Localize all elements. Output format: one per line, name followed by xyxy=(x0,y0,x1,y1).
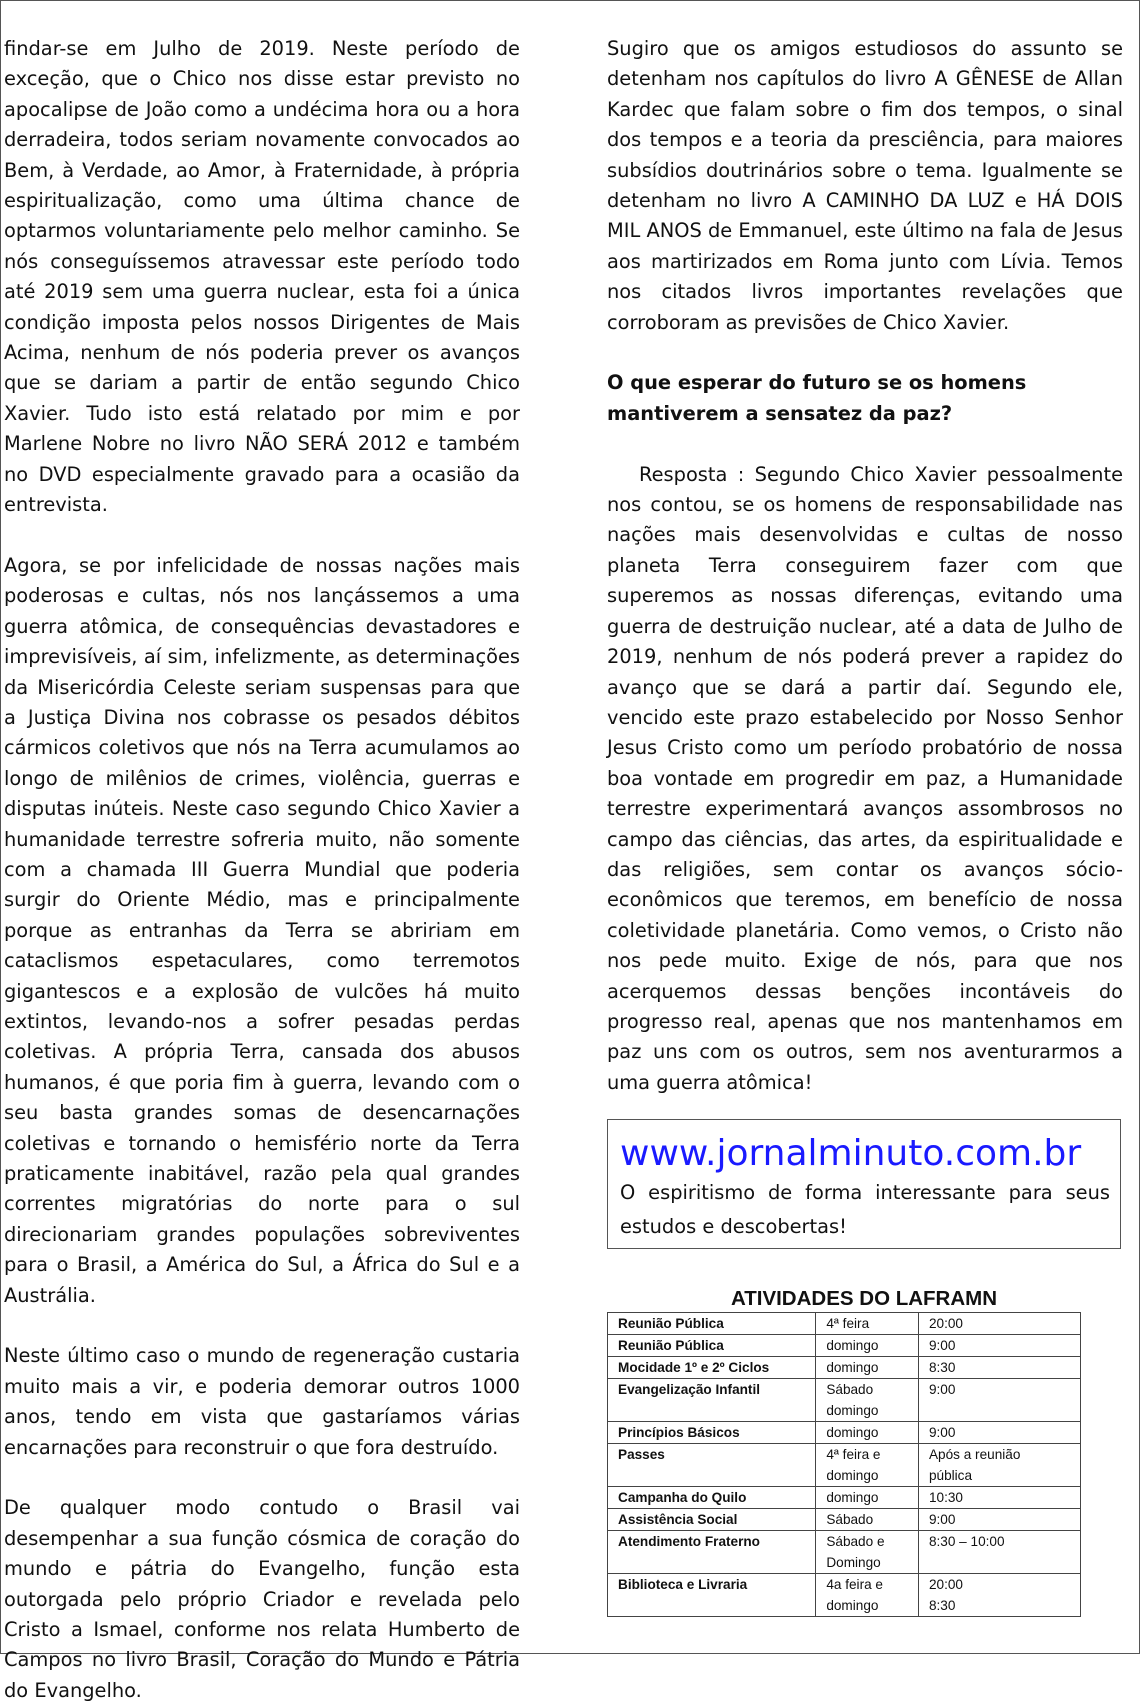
activity-time-cell: Após a reunião pública xyxy=(918,1444,1080,1487)
activity-day-cell: Sábado e Domingo xyxy=(816,1531,919,1574)
activity-time-cell: 9:00 xyxy=(918,1422,1080,1444)
website-link[interactable]: www.jornalminuto.com.br xyxy=(620,1133,1082,1174)
website-promo-box xyxy=(607,1119,1121,1249)
activity-name-cell: Reunião Pública xyxy=(608,1335,816,1357)
activity-day-cell: domingo xyxy=(816,1487,919,1509)
activity-time-cell: 20:00 8:30 xyxy=(918,1574,1080,1617)
right-column xyxy=(607,34,1123,1098)
activity-name-cell: Princípios Básicos xyxy=(608,1422,816,1444)
activities-table xyxy=(607,1312,1081,1617)
activity-name-cell: Reunião Pública xyxy=(608,1313,816,1335)
activity-day-cell: 4ª feira xyxy=(816,1313,919,1335)
article-paragraph: Agora, se por infelicidade de nossas nações mais poderosas e cultas, nós nos lançássemos a uma guerra atômica, de consequências devastadores e imprevisíveis, aí sim, infelizmente, as determinações da Misericórdia Celeste seriam suspensas para que a Justiça Divina nos cobrasse os pesados débitos cármicos coletivos que nós na Terra acumulamos ao longo de milênios de crimes, violência, guerras e disputas inúteis. Neste caso segundo Chico Xavier a humanidade terrestre sofreria muito, não somente com a chamada III Guerra Mundial que poderia surgir do Oriente Médio, mas e principalmente porque as entranhas da Terra se abririam em cataclismos espetaculares, como terremotos gigantescos e a explosão de vulcões há muito extintos, levando-nos a sofrer pesadas perdas coletivas. A própria Terra, cansada dos abusos humanos, é que poria fim à guerra, levando com o seu basta grandes somas de desencarnações coletivas e tornando o hemisfério norte da Terra praticamente inabitável, razão pela qual grandes correntes migratórias do norte para o sul direcionariam grandes populações sobreviventes para o Brasil, a América do Sul, a África do Sul e a Austrália. xyxy=(4,553,520,1307)
activity-day-cell: 4ª feira e domingo xyxy=(816,1444,919,1487)
activity-time-cell: 9:00 xyxy=(918,1335,1080,1357)
article-paragraph: De qualquer modo contudo o Brasil vai desempenhar a sua função cósmica de coração do mundo e pátria do Evangelho, função esta outorgada pelo próprio Criador e revelada pelo Cristo a Ismael, conforme nos relata Humberto de Campos no livro Brasil, Coração do Mundo e Pátria do Evangelho. xyxy=(4,1496,520,1702)
promo-tagline: O espiritismo de forma interessante para seus estudos e descobertas! xyxy=(620,1181,1110,1238)
activity-name-cell: Evangelização Infantil xyxy=(608,1379,816,1422)
table-row xyxy=(608,1313,1081,1335)
activity-name-cell: Mocidade 1º e 2º Ciclos xyxy=(608,1357,816,1379)
interview-answer: Resposta : Segundo Chico Xavier pessoalmente nos contou, se os homens de responsabilidade nas nações mais desenvolvidas e cultas de nosso planeta Terra conseguirem fazer com que superemos as nossas diferenças, evitando uma guerra de destruição nuclear, até a data de Julho de 2019, nenhum de nós poderá prever a rapidez do avanço que se dará a partir daí. Segundo ele, vencido este prazo estabelecido por Nosso Senhor Jesus Cristo como um período probatório de nossa boa vontade em progredir em paz, a Humanidade terrestre experimentará avanços assombrosos no campo das ciências, das artes, da espiritualidade e das religiões, sem contar os avanços sócio-econômicos que teremos, em benefício de nossa coletividade planetária. Como vemos, o Cristo não nos pede muito. Exige de nós, para que nos acerquemos dessas benções incontáveis do progresso real, apenas que nos mantenhamos em paz uns com os outros, sem nos aventurarmos a uma guerra atômica! xyxy=(607,462,1123,1094)
activity-time-cell: 8:30 xyxy=(918,1357,1080,1379)
activity-time-cell: 8:30 – 10:00 xyxy=(918,1531,1080,1574)
table-row xyxy=(608,1357,1081,1379)
table-row xyxy=(608,1379,1081,1422)
table-row xyxy=(608,1335,1081,1357)
activities-title: ATIVIDADES DO LAFRAMN xyxy=(730,1287,998,1310)
interview-question: O que esperar do futuro se os homens mantiverem a sensatez da paz? xyxy=(607,371,1027,425)
table-row xyxy=(608,1531,1081,1574)
activity-time-cell: 20:00 xyxy=(918,1313,1080,1335)
article-paragraph: findar-se em Julho de 2019. Neste período de exceção, que o Chico nos disse estar previsto no apocalipse de João como a undécima hora ou a hora derradeira, todos seriam novamente convocados ao Bem, à Verdade, ao Amor, à Fraternidade, à própria espiritualização, como uma última chance de optarmos voluntariamente pelo melhor caminho. Se nós conseguíssemos atravessar este período todo até 2019 sem uma guerra nuclear, esta foi a única condição imposta pelos nossos Dirigentes de Mais Acima, nenhum de nós poderia prever os avanços que se dariam a partir de então segundo Chico Xavier. Tudo isto está relatado por mim e por Marlene Nobre no livro NÃO SERÁ 2012 e também no DVD especialmente gravado para a ocasião da entrevista. xyxy=(4,37,520,517)
activity-day-cell: domingo xyxy=(816,1357,919,1379)
activity-day-cell: domingo xyxy=(816,1335,919,1357)
activity-name-cell: Passes xyxy=(608,1444,816,1487)
activity-day-cell: Sábado xyxy=(816,1509,919,1531)
activity-time-cell: 10:30 xyxy=(918,1487,1080,1509)
article-paragraph: Neste último caso o mundo de regeneração custaria muito mais a vir, e poderia demorar outros 1000 anos, tendo em vista que gastaríamos várias encarnações para reconstruir o que fora destruído. xyxy=(4,1344,520,1459)
activity-time-cell: 9:00 xyxy=(918,1379,1080,1422)
activity-name-cell: Atendimento Fraterno xyxy=(608,1531,816,1574)
table-row xyxy=(608,1487,1081,1509)
activity-day-cell: domingo xyxy=(816,1422,919,1444)
left-column xyxy=(4,34,520,1706)
activity-day-cell: 4a feira e domingo xyxy=(816,1574,919,1617)
activity-name-cell: Assistência Social xyxy=(608,1509,816,1531)
table-row xyxy=(608,1444,1081,1487)
activity-day-cell: Sábado domingo xyxy=(816,1379,919,1422)
activity-name-cell: Biblioteca e Livraria xyxy=(608,1574,816,1617)
table-row xyxy=(608,1509,1081,1531)
activity-name-cell: Campanha do Quilo xyxy=(608,1487,816,1509)
table-row xyxy=(608,1422,1081,1444)
activity-time-cell: 9:00 xyxy=(918,1509,1080,1531)
table-row xyxy=(608,1574,1081,1617)
article-paragraph: Sugiro que os amigos estudiosos do assunto se detenham nos capítulos do livro A GÊNESE de Allan Kardec que falam sobre o fim dos tempos, o sinal dos tempos e a teoria da presciência, para maiores subsídios doutrinários sobre o tema. Igualmente se detenham no livro A CAMINHO DA LUZ e HÁ DOIS MIL ANOS de Emmanuel, este último na fala de Jesus aos martirizados em Roma junto com Lívia. Temos nos citados livros importantes revelações que corroboram as previsões de Chico Xavier. xyxy=(607,37,1123,334)
